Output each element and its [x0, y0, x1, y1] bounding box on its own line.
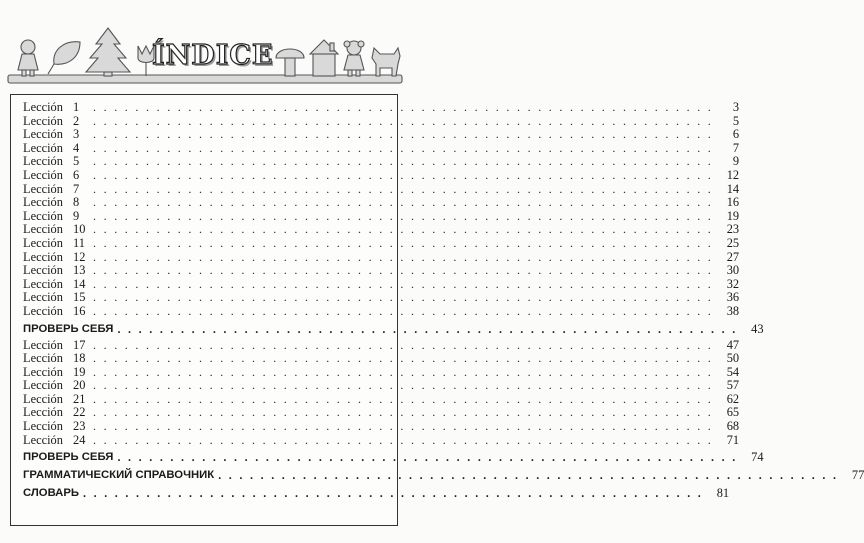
fir-tree-icon	[86, 28, 130, 76]
toc-row[interactable]	[23, 127, 740, 142]
lesson-word: Lección	[23, 391, 63, 406]
section-label: ПРОВЕРЬ СЕБЯ	[23, 322, 114, 335]
dot-leader: . . . . . . . . . . . . . . . . . . . . . . . . . . . . . . . . . . . . . . . . . . . . . . . . . . . . . . . . . . .	[117, 450, 738, 465]
page-number: 27	[726, 249, 740, 264]
lesson-word: Lección	[23, 140, 63, 155]
doll-icon	[344, 41, 364, 76]
section-label: СЛОВАРЬ	[23, 487, 79, 500]
toc-row[interactable]	[23, 113, 740, 129]
page-number: 3	[732, 100, 740, 114]
toc-row[interactable]	[23, 235, 740, 251]
toc-row[interactable]	[23, 364, 740, 380]
banner-baseline	[8, 75, 402, 83]
page-number: 74	[751, 450, 764, 465]
section-label: ПРОВЕРЬ СЕБЯ	[23, 451, 114, 464]
dot-leader: . . . . . . . . . . . . . . . . . . . . . . . . . . . . . . . . . . . . . . . . . . . . . . . . . . . . . . . . . . .	[93, 140, 714, 155]
page-number: 6	[732, 127, 740, 142]
toc-row[interactable]	[23, 154, 740, 169]
mushroom-icon	[276, 49, 304, 76]
lesson-word: Lección	[23, 154, 63, 169]
section-label: ГРАММАТИЧЕСКИЙ СПРАВОЧНИК	[23, 469, 215, 482]
dot-leader: . . . . . . . . . . . . . . . . . . . . . . . . . . . . . . . . . . . . . . . . . . . . . . . . . . . . . . . . . . .	[93, 405, 714, 420]
lesson-word: Lección	[23, 263, 63, 278]
dog-icon	[372, 48, 400, 76]
lesson-word: Lección	[23, 249, 63, 264]
toc-row[interactable]	[23, 419, 740, 434]
toc-row[interactable]	[23, 391, 740, 407]
page-number: 7	[732, 140, 740, 155]
table-of-contents	[23, 100, 864, 503]
page-number: 77	[851, 468, 864, 483]
dot-leader: . . . . . . . . . . . . . . . . . . . . . . . . . . . . . . . . . . . . . . . . . . . . . . . . . . . . . . . . . . .	[93, 195, 714, 210]
lesson-word: Lección	[23, 432, 63, 447]
toc-row[interactable]	[23, 351, 740, 366]
toc-section-dictionary[interactable]	[23, 485, 730, 501]
lesson-number: 7	[73, 181, 80, 196]
toc-row[interactable]	[23, 263, 740, 278]
toc-row[interactable]	[23, 208, 740, 224]
page-number: 47	[726, 337, 740, 352]
page-number: 65	[726, 405, 740, 420]
lesson-word: Lección	[23, 419, 63, 434]
toc-row[interactable]	[23, 195, 740, 210]
toc-row[interactable]	[23, 181, 740, 197]
page-number: 50	[726, 351, 740, 366]
dot-leader: . . . . . . . . . . . . . . . . . . . . . . . . . . . . . . . . . . . . . . . . . . . . . . . . . . . . . . . . . . .	[93, 100, 714, 114]
lesson-number: 17	[73, 337, 86, 352]
girl-icon	[18, 40, 38, 76]
dot-leader: . . . . . . . . . . . . . . . . . . . . . . . . . . . . . . . . . . . . . . . . . . . . . . . . . . . . . . . . . . .	[93, 378, 714, 393]
dot-leader: . . . . . . . . . . . . . . . . . . . . . . . . . . . . . . . . . . . . . . . . . . . . . . . . . . . . . . . . . . .	[93, 351, 714, 366]
toc-row[interactable]	[23, 432, 740, 448]
dot-leader: . . . . . . . . . . . . . . . . . . . . . . . . . . . . . . . . . . . . . . . . . . . . . . . . . . . . . . . . . . .	[93, 337, 714, 352]
page-number: 16	[726, 195, 740, 210]
dot-leader: . . . . . . . . . . . . . . . . . . . . . . . . . . . . . . . . . . . . . . . . . . . . . . . . . . . . . . . . . . .	[93, 364, 714, 379]
page-number: 9	[732, 154, 740, 169]
lesson-word: Lección	[23, 100, 63, 114]
toc-row[interactable]	[23, 100, 740, 115]
page-number: 32	[726, 276, 740, 291]
page-title: ÍNDICE	[152, 40, 274, 71]
page-number: 14	[726, 181, 740, 196]
dot-leader: . . . . . . . . . . . . . . . . . . . . . . . . . . . . . . . . . . . . . . . . . . . . . . . . . . . . . . . . . . .	[93, 419, 714, 434]
page-number: 81	[716, 486, 730, 501]
lesson-number: 5	[73, 154, 80, 169]
toc-row[interactable]	[23, 276, 740, 292]
page-number: 68	[726, 419, 740, 434]
lesson-word: Lección	[23, 290, 63, 305]
lesson-word: Lección	[23, 127, 63, 142]
page-number: 62	[726, 391, 740, 406]
dot-leader: . . . . . . . . . . . . . . . . . . . . . . . . . . . . . . . . . . . . . . . . . . . . . . . . . . . . . . . . . . .	[93, 303, 714, 318]
dot-leader: . . . . . . . . . . . . . . . . . . . . . . . . . . . . . . . . . . . . . . . . . . . . . . . . . . . . . . . . . . .	[93, 113, 714, 128]
lesson-number: 22	[73, 405, 86, 420]
lesson-number: 1	[73, 100, 80, 114]
page-number: 5	[732, 113, 740, 128]
lesson-word: Lección	[23, 208, 63, 223]
lesson-number: 21	[73, 391, 86, 406]
lesson-number: 16	[73, 303, 86, 318]
page-number: 25	[726, 235, 740, 250]
toc-section-grammar-reference[interactable]	[23, 467, 864, 483]
lesson-number: 19	[73, 364, 86, 379]
toc-row[interactable]	[23, 303, 740, 319]
dot-leader: . . . . . . . . . . . . . . . . . . . . . . . . . . . . . . . . . . . . . . . . . . . . . . . . . . . . . . . . . . .	[83, 486, 704, 501]
dot-leader: . . . . . . . . . . . . . . . . . . . . . . . . . . . . . . . . . . . . . . . . . . . . . . . . . . . . . . . . . . .	[93, 432, 714, 447]
lesson-word: Lección	[23, 378, 63, 393]
toc-row[interactable]	[23, 378, 740, 393]
lesson-word: Lección	[23, 405, 63, 420]
lesson-word: Lección	[23, 167, 63, 182]
page-number: 30	[726, 263, 740, 278]
page-number: 43	[751, 321, 764, 336]
page-number: 38	[726, 303, 740, 318]
lesson-word: Lección	[23, 303, 63, 318]
dot-leader: . . . . . . . . . . . . . . . . . . . . . . . . . . . . . . . . . . . . . . . . . . . . . . . . . . . . . . . . . . .	[117, 321, 738, 336]
page-number: 57	[726, 378, 740, 393]
dot-leader: . . . . . . . . . . . . . . . . . . . . . . . . . . . . . . . . . . . . . . . . . . . . . . . . . . . . . . . . . . .	[93, 290, 714, 305]
lesson-word: Lección	[23, 337, 63, 352]
lesson-number: 23	[73, 419, 86, 434]
dot-leader: . . . . . . . . . . . . . . . . . . . . . . . . . . . . . . . . . . . . . . . . . . . . . . . . . . . . . . . . . . .	[93, 249, 714, 264]
lesson-number: 20	[73, 378, 86, 393]
lesson-number: 14	[73, 276, 86, 291]
toc-section-self-check[interactable]	[23, 321, 764, 337]
dot-leader: . . . . . . . . . . . . . . . . . . . . . . . . . . . . . . . . . . . . . . . . . . . . . . . . . . . . . . . . . . .	[218, 468, 839, 483]
lesson-word: Lección	[23, 351, 63, 366]
house-icon	[310, 40, 338, 76]
lesson-word: Lección	[23, 222, 63, 237]
dot-leader: . . . . . . . . . . . . . . . . . . . . . . . . . . . . . . . . . . . . . . . . . . . . . . . . . . . . . . . . . . .	[93, 276, 714, 291]
toc-row[interactable]	[23, 167, 740, 183]
dot-leader: . . . . . . . . . . . . . . . . . . . . . . . . . . . . . . . . . . . . . . . . . . . . . . . . . . . . . . . . . . .	[93, 235, 714, 250]
dot-leader: . . . . . . . . . . . . . . . . . . . . . . . . . . . . . . . . . . . . . . . . . . . . . . . . . . . . . . . . . . .	[93, 181, 714, 196]
dot-leader: . . . . . . . . . . . . . . . . . . . . . . . . . . . . . . . . . . . . . . . . . . . . . . . . . . . . . . . . . . .	[93, 127, 714, 142]
lesson-number: 8	[73, 195, 80, 210]
lesson-number: 2	[73, 113, 80, 128]
page-number: 36	[726, 290, 740, 305]
lesson-number: 12	[73, 249, 86, 264]
lesson-number: 15	[73, 290, 86, 305]
lesson-number: 10	[73, 222, 86, 237]
toc-row[interactable]	[23, 140, 740, 156]
lesson-word: Lección	[23, 181, 63, 196]
lesson-word: Lección	[23, 276, 63, 291]
toc-row[interactable]	[23, 249, 740, 265]
dot-leader: . . . . . . . . . . . . . . . . . . . . . . . . . . . . . . . . . . . . . . . . . . . . . . . . . . . . . . . . . . .	[93, 154, 714, 169]
lesson-number: 24	[73, 432, 86, 447]
page-number: 19	[726, 208, 740, 223]
lesson-number: 18	[73, 351, 86, 366]
dot-leader: . . . . . . . . . . . . . . . . . . . . . . . . . . . . . . . . . . . . . . . . . . . . . . . . . . . . . . . . . . .	[93, 222, 714, 237]
lesson-word: Lección	[23, 364, 63, 379]
toc-section-self-check[interactable]	[23, 449, 764, 465]
dot-leader: . . . . . . . . . . . . . . . . . . . . . . . . . . . . . . . . . . . . . . . . . . . . . . . . . . . . . . . . . . .	[93, 167, 714, 182]
dot-leader: . . . . . . . . . . . . . . . . . . . . . . . . . . . . . . . . . . . . . . . . . . . . . . . . . . . . . . . . . . .	[93, 208, 714, 223]
lesson-number: 3	[73, 127, 80, 142]
toc-row[interactable]	[23, 405, 740, 420]
lesson-number: 13	[73, 263, 86, 278]
dot-leader: . . . . . . . . . . . . . . . . . . . . . . . . . . . . . . . . . . . . . . . . . . . . . . . . . . . . . . . . . . .	[93, 391, 714, 406]
dot-leader: . . . . . . . . . . . . . . . . . . . . . . . . . . . . . . . . . . . . . . . . . . . . . . . . . . . . . . . . . . .	[93, 263, 714, 278]
lesson-word: Lección	[23, 195, 63, 210]
lesson-number: 4	[73, 140, 80, 155]
leaf-icon	[48, 42, 80, 74]
toc-row[interactable]	[23, 222, 740, 237]
lesson-number: 9	[73, 208, 80, 223]
page-number: 12	[726, 167, 740, 182]
lesson-number: 11	[73, 235, 85, 250]
lesson-number: 6	[73, 167, 80, 182]
toc-row[interactable]	[23, 337, 740, 353]
page-number: 54	[726, 364, 740, 379]
toc-row[interactable]	[23, 290, 740, 305]
lesson-word: Lección	[23, 113, 63, 128]
page-number: 23	[726, 222, 740, 237]
page-number: 71	[726, 432, 740, 447]
lesson-word: Lección	[23, 235, 63, 250]
